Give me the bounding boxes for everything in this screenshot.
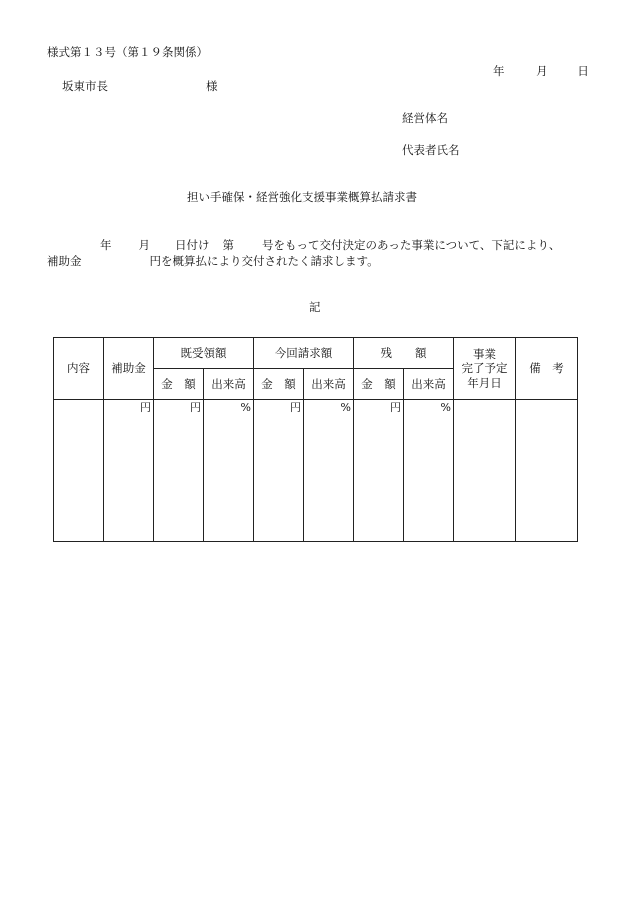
completion-line-2: 完了予定: [461, 361, 508, 376]
cell-remarks[interactable]: [516, 400, 578, 542]
header-remarks: 備 考: [516, 338, 578, 400]
body-month: 月: [138, 238, 150, 252]
document-title: 担い手確保・経営強化支援事業概算払請求書: [187, 190, 417, 204]
date-year: 年: [493, 64, 505, 78]
body-date-suffix: 日付け: [175, 238, 210, 252]
cell-completion-date[interactable]: [454, 400, 516, 542]
body-number-prefix: 第: [222, 238, 234, 252]
header-remaining-amount: 金 額: [354, 369, 404, 400]
form-number: 様式第１３号（第１９条関係）: [47, 45, 208, 59]
header-subsidy: 補助金: [104, 338, 154, 400]
completion-line-3: 年月日: [467, 375, 502, 390]
body-line-2: [47, 256, 379, 268]
header-remaining-progress: 出来高: [404, 369, 454, 400]
cell-content[interactable]: [54, 400, 104, 542]
header-current-amount: 金 額: [254, 369, 304, 400]
cell-received-amount[interactable]: 円: [154, 400, 204, 542]
header-received-amount: 金 額: [154, 369, 204, 400]
cell-received-progress[interactable]: %: [204, 400, 254, 542]
claim-table: [53, 337, 578, 542]
body-line2-rest: 円を概算払により交付されたく請求します。: [149, 254, 379, 268]
cell-remaining-progress[interactable]: %: [404, 400, 454, 542]
body-line-1: [100, 240, 560, 252]
header-received: 既受領額: [154, 338, 254, 369]
header-received-progress: 出来高: [204, 369, 254, 400]
header-remaining: 残 額: [354, 338, 454, 369]
representative-name-label: 代表者氏名: [402, 143, 460, 157]
date-month: 月: [536, 64, 548, 78]
cell-current-progress[interactable]: %: [304, 400, 354, 542]
addressee-name: 坂東市長: [62, 79, 108, 93]
completion-line-1: 事業: [473, 346, 496, 361]
body-line1-rest: 号をもって交付決定のあった事業について、下記により、: [262, 238, 561, 252]
body-year: 年: [100, 238, 112, 252]
cell-subsidy[interactable]: 円: [104, 400, 154, 542]
cell-current-amount[interactable]: 円: [254, 400, 304, 542]
body-subsidy-label: 補助金: [47, 254, 82, 268]
cell-remaining-amount[interactable]: 円: [354, 400, 404, 542]
ki-heading: 記: [309, 300, 321, 314]
header-current-claim: 今回請求額: [254, 338, 354, 369]
date-line: [493, 66, 589, 78]
header-content: 内容: [54, 338, 104, 400]
header-completion-date: [454, 338, 516, 400]
entity-name-label: 経営体名: [402, 111, 448, 125]
addressee-honorific: 様: [206, 79, 218, 93]
header-current-progress: 出来高: [304, 369, 354, 400]
date-day: 日: [577, 64, 589, 78]
